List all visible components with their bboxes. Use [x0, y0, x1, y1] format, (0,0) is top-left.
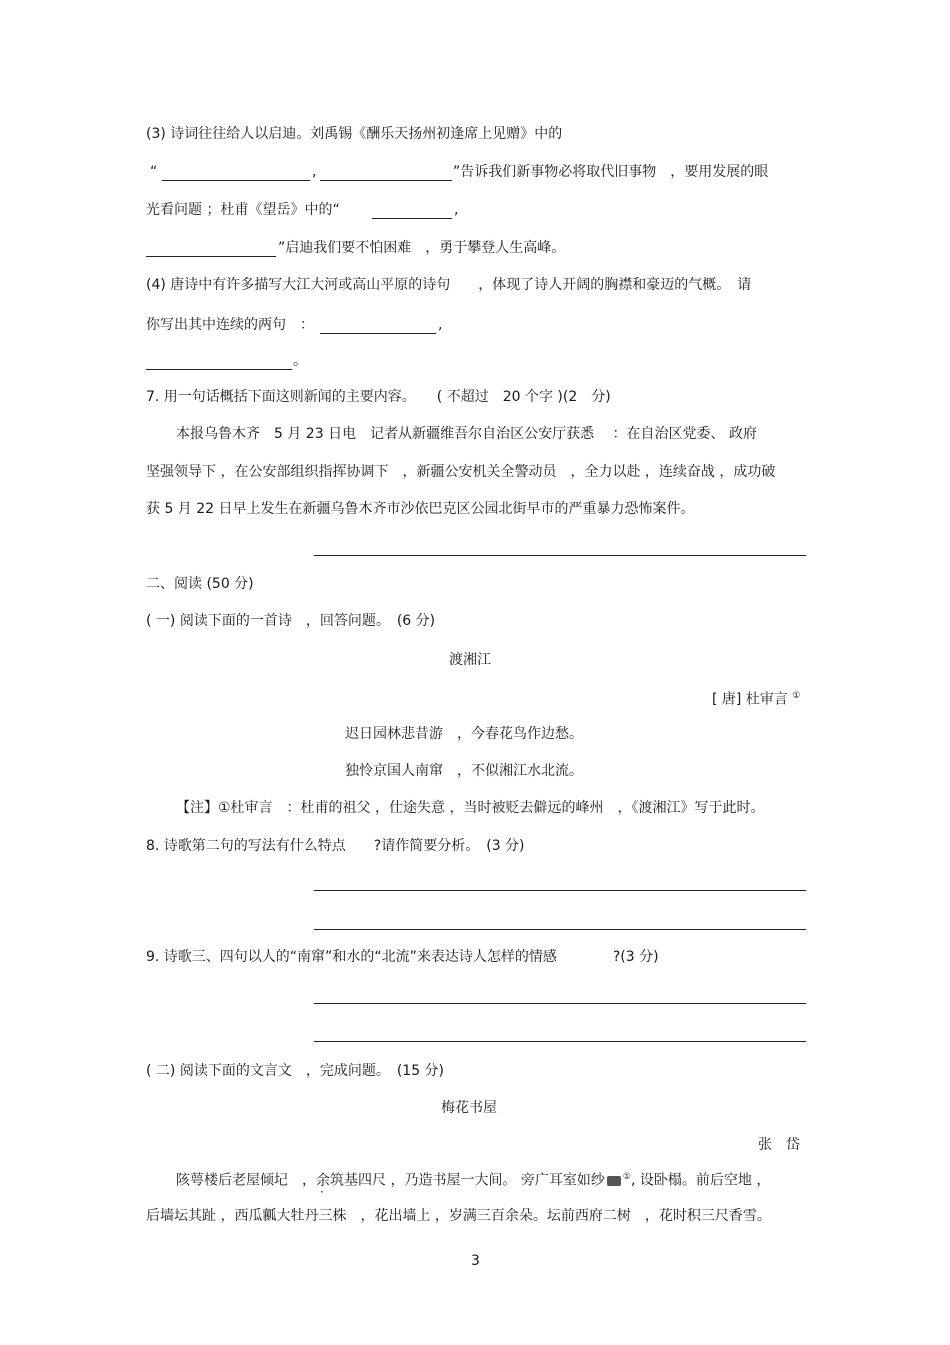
page-number: 3 [471, 1253, 480, 1269]
prose-footnote-mark: ① [622, 1172, 631, 1182]
blank-q4-1[interactable] [320, 333, 436, 334]
q7-news-line2: 坚强领导下 ，在公安部组织指挥协调下 ，新疆公安机关全警动员 ，全力以赴 ，连续奋战 ，成功破 [146, 464, 776, 480]
blank-q4-2[interactable] [146, 369, 292, 370]
section2-part2: ( 二) 阅读下面的文言文 ，完成问题。 (15 分) [146, 1063, 445, 1079]
prose-line-2: 后墙坛其趾 ，西瓜瓤大牡丹三株 ，花出墙上 ，岁满三百余朵。坛前西府二树 ，花时积三尺香雪。 [146, 1208, 771, 1224]
poem-line-2: 独怜京国人南窜 ，不似湘江水北流。 [345, 763, 583, 779]
emphasis-dot-char: 余 [316, 1172, 330, 1189]
blank-q3-2[interactable] [320, 180, 452, 181]
poem-title: 渡湘江 [449, 652, 491, 668]
q3-line4: ”启迪我们要不怕困难 ，勇于攀登人生高峰。 [278, 240, 566, 256]
q3-comma-2: , [454, 202, 459, 218]
q7-title: 7. 用一句话概括下面这则新闻的主要内容。 ( 不超过 20 个字 )(2 分) [146, 389, 611, 405]
poem-author-footnote-mark: ① [792, 691, 801, 701]
q9-answer-line-1[interactable] [314, 1003, 806, 1004]
prose-title: 梅花书屋 [441, 1100, 497, 1116]
q8-answer-line-2[interactable] [314, 929, 806, 930]
q4-line1: (4) 唐诗中有许多描写大江大河或高山平原的诗句 ，体现了诗人开阔的胸襟和豪迈的气概。 请 [146, 277, 752, 293]
q3-comma-1: , [312, 164, 317, 180]
prose-author: 张 岱 [758, 1137, 800, 1153]
q4-comma: , [438, 317, 443, 333]
q7-news-line3: 获 5 月 22 日早上发生在新疆乌鲁木齐市沙依巴克区公园北街早市的严重暴力恐怖案件。 [146, 501, 695, 517]
q3-line2-tail: ”告诉我们新事物必将取代旧事物 ，要用发展的眼 [453, 164, 769, 180]
poem-line-1: 迟日园林悲昔游 ，今春花鸟作边愁。 [345, 726, 583, 742]
q3-line1: (3) 诗词往往给人以启迪。刘禹锡《酬乐天扬州初逢席上见赠》中的 [146, 126, 563, 142]
q8-title: 8. 诗歌第二句的写法有什么特点 ?请作简要分析。 (3 分) [146, 838, 525, 854]
q3-line3: 光看问题 ；杜甫《望岳》中的“ [146, 202, 340, 218]
q4-line2: 你写出其中连续的两句 ： [146, 317, 314, 333]
q3-open-quote: “ [150, 164, 158, 180]
q4-period: 。 [293, 353, 307, 369]
poem-note: 【注】①杜审言 ：杜甫的祖父 ，仕途失意 ，当时被贬去僻远的峰州 ，《渡湘江》写于此时。 [176, 800, 765, 816]
q9-answer-line-2[interactable] [314, 1041, 806, 1042]
section2-heading: 二、阅读 (50 分) [146, 576, 254, 592]
poem-author: [ 唐] 杜审言 ① [712, 691, 801, 708]
blank-q3-4[interactable] [146, 256, 276, 257]
section2-part1: ( 一) 阅读下面的一首诗 ，回答问题。 (6 分) [146, 613, 436, 629]
q7-news-line1: 本报乌鲁木齐 5 月 23 日电 记者从新疆维吾尔自治区公安厅获悉 ：在自治区党委、 政府 [176, 426, 757, 442]
q8-answer-line-1[interactable] [314, 890, 806, 891]
q9-title: 9. 诗歌三、四句以人的“南窜”和水的“北流”来表达诗人怎样的情感 ?(3 分) [146, 949, 659, 965]
blank-q3-1[interactable] [162, 180, 310, 181]
prose-line-1: 陔萼楼后老屋倾圮 ，余筑基四尺 ，乃造书屋一大间。 旁广耳室如纱 ①, 设卧榻。前后空地 ， [176, 1172, 771, 1189]
blank-q3-3[interactable] [372, 218, 452, 219]
q7-answer-line[interactable] [314, 555, 806, 556]
obscured-char-icon [607, 1176, 621, 1186]
